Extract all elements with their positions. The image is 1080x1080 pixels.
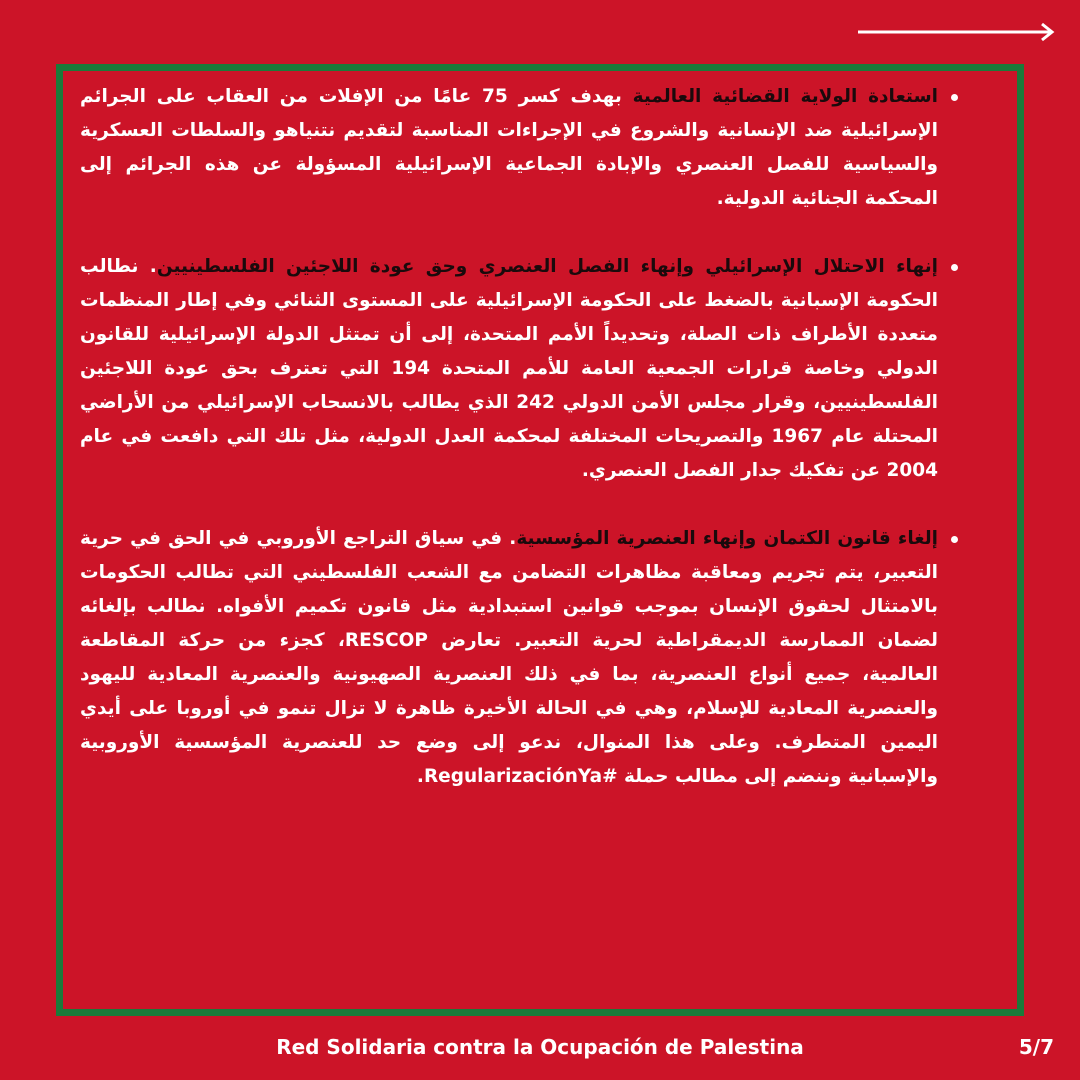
- item-heading: إلغاء قانون الكتمان وإنهاء العنصرية المؤسسية: [516, 528, 938, 549]
- demands-list: [80, 80, 960, 828]
- page-number: 5/7: [1018, 1035, 1054, 1059]
- item-body: . نطالب الحكومة الإسبانية بالضغط على الحكومة الإسرائيلية على المستوى الثنائي وفي إطار المنظمات متعددة الأطراف ذات الصلة، وتحديداً الأمم المتحدة، إلى أن تمتثل الدولة الإسرائيلية للقانون الدولي وخاصة قرارات الجمعية العامة للأمم المتحدة 194 التي تعترف بحق عودة اللاجئين الفلسطينيين، وقرار مجلس الأمن الدولي 242 الذي يطالب بالانسحاب الإسرائيلي من الأراضي المحتلة عام 1967 والتصريحات المختلفة لمحكمة العدل الدولية، مثل تلك التي دافعت في عام 2004 عن تفكيك جدار الفصل العنصري.: [80, 256, 938, 481]
- organization-name: Red Solidaria contra la Ocupación de Palestina: [276, 1035, 804, 1059]
- item-heading: استعادة الولاية القضائية العالمية: [632, 86, 938, 107]
- item-heading: إنهاء الاحتلال الإسرائيلي وإنهاء الفصل العنصري وحق عودة اللاجئين الفلسطينيين: [156, 256, 938, 277]
- list-item: [80, 522, 960, 794]
- list-item: [80, 250, 960, 488]
- item-body: بهدف كسر 75 عامًا من الإفلات من العقاب على الجرائم الإسرائيلية ضد الإنسانية والشروع في الإجراءات المناسبة لتقديم نتنياهو والسلطات العسكرية والسياسية للفصل العنصري والإبادة الجماعية الإسرائيلية المسؤولة عن هذه الجرائم إلى المحكمة الجنائية الدولية.: [80, 86, 938, 209]
- item-body: . في سياق التراجع الأوروبي في الحق في حرية التعبير، يتم تجريم ومعاقبة مظاهرات التضامن مع الشعب الفلسطيني التي تطالب الحكومات بالامتثال لحقوق الإنسان بموجب قوانين استبدادية مثل قانون تكميم الأفواه. نطالب بإلغائه لضمان الممارسة الديمقراطية لحرية التعبير. تعارض RESCOP، كجزء من حركة المقاطعة العالمية، جميع أنواع العنصرية، بما في ذلك العنصرية الصهيونية والعنصرية المعادية لليهود والعنصرية المعادية للإسلام، وهي في الحالة الأخيرة ظاهرة لا تزال تنمو في أوروبا على أيدي اليمين المتطرف. وعلى هذا المنوال، ندعو إلى وضع حد للعنصرية المؤسسية الأوروبية والإسبانية وننضم إلى مطالب حملة #RegularizaciónYa.: [80, 528, 938, 787]
- list-item: [80, 80, 960, 216]
- arrow-right-icon: [856, 22, 1056, 42]
